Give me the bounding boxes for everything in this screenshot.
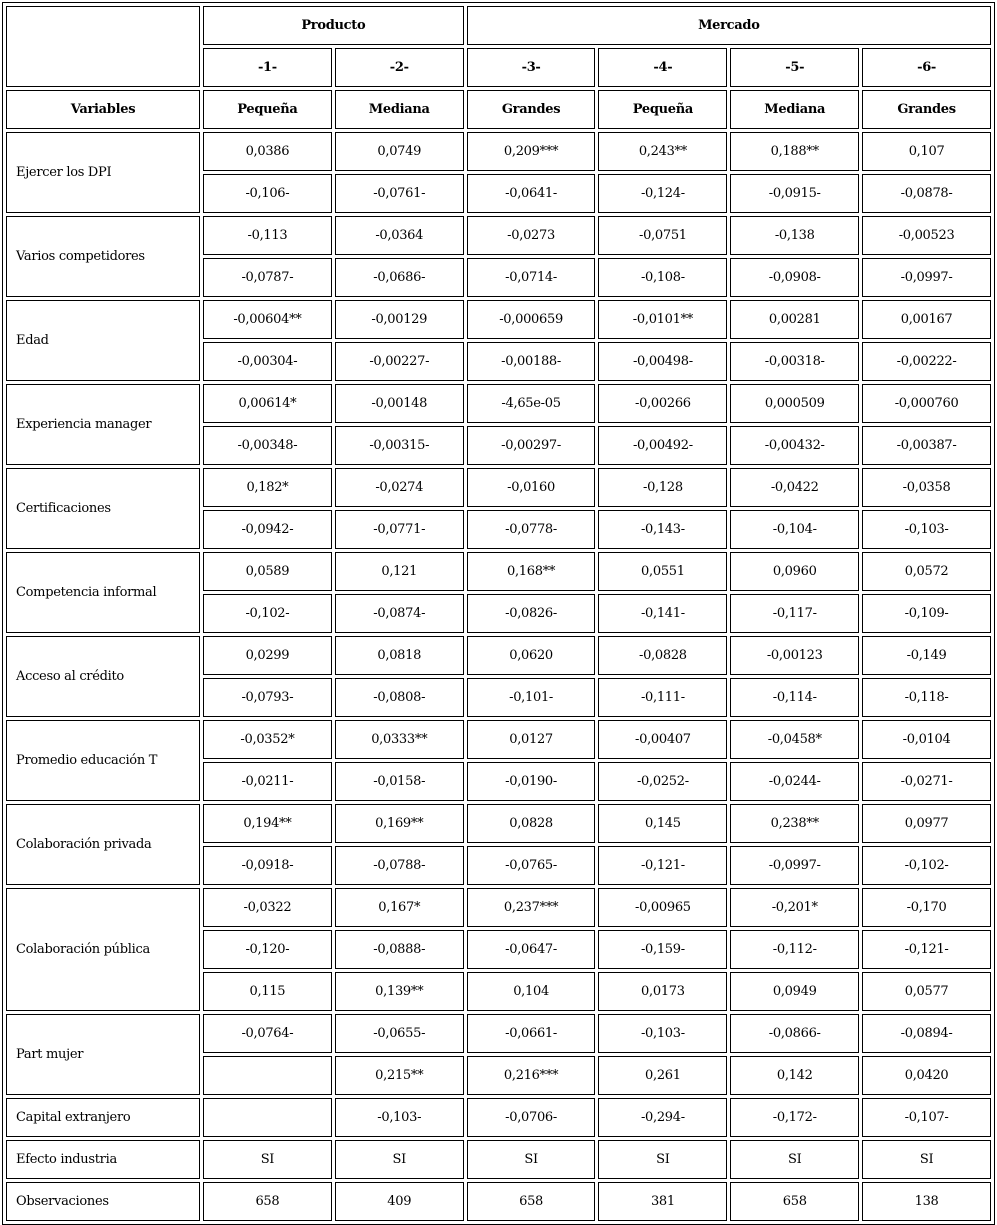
table-cell: -0,0211- — [203, 762, 332, 801]
table-cell: -0,172- — [730, 1098, 859, 1137]
table-cell: -0,0422 — [730, 468, 859, 507]
table-cell: SI — [730, 1140, 859, 1179]
table-cell: 0,238** — [730, 804, 859, 843]
variable-label: Certificaciones — [6, 468, 200, 549]
table-row — [6, 888, 991, 927]
table-cell: -0,0894- — [862, 1014, 991, 1053]
table-row — [6, 132, 991, 171]
table-cell: 0,194** — [203, 804, 332, 843]
table-cell: SI — [203, 1140, 332, 1179]
table-cell: -0,0828 — [598, 636, 727, 675]
table-row — [6, 468, 991, 507]
table-cell: -0,0751 — [598, 216, 727, 255]
corner-cell — [6, 6, 200, 87]
column-number: -4- — [598, 48, 727, 87]
table-cell: 0,0749 — [335, 132, 464, 171]
table-cell: 0,188** — [730, 132, 859, 171]
table-cell: 0,104 — [467, 972, 596, 1011]
table-cell: -0,0104 — [862, 720, 991, 759]
table-cell: -0,0826- — [467, 594, 596, 633]
variable-label: Edad — [6, 300, 200, 381]
table-cell: -0,0101** — [598, 300, 727, 339]
table-cell: -0,0997- — [730, 846, 859, 885]
table-cell: 0,0551 — [598, 552, 727, 591]
table-cell: -4,65e-05 — [467, 384, 596, 423]
table-cell: 658 — [467, 1182, 596, 1221]
table-row — [6, 1182, 991, 1221]
table-cell: 138 — [862, 1182, 991, 1221]
table-cell: 0,0828 — [467, 804, 596, 843]
table-cell: 0,00281 — [730, 300, 859, 339]
table-cell: -0,102- — [862, 846, 991, 885]
table-cell: -0,0190- — [467, 762, 596, 801]
column-size-header: Mediana — [730, 90, 859, 129]
table-cell — [203, 1098, 332, 1137]
table-cell: 0,0949 — [730, 972, 859, 1011]
variable-label: Colaboración privada — [6, 804, 200, 885]
table-cell: -0,00304- — [203, 342, 332, 381]
table-cell: -0,0878- — [862, 174, 991, 213]
table-cell — [203, 1056, 332, 1095]
table-cell: -0,0322 — [203, 888, 332, 927]
table-cell: -0,0915- — [730, 174, 859, 213]
table-cell: 0,168** — [467, 552, 596, 591]
table-cell: 0,115 — [203, 972, 332, 1011]
table-cell: 0,169** — [335, 804, 464, 843]
table-cell: -0,104- — [730, 510, 859, 549]
table-cell: -0,121- — [862, 930, 991, 969]
table-cell: -0,143- — [598, 510, 727, 549]
table-row — [6, 1140, 991, 1179]
table-row — [6, 384, 991, 423]
variable-label: Ejercer los DPI — [6, 132, 200, 213]
table-cell: -0,0942- — [203, 510, 332, 549]
table-row — [6, 1014, 991, 1053]
table-cell: -0,00188- — [467, 342, 596, 381]
table-cell: -0,0647- — [467, 930, 596, 969]
variable-label: Efecto industria — [6, 1140, 200, 1179]
table-cell: -0,0888- — [335, 930, 464, 969]
table-cell: -0,0641- — [467, 174, 596, 213]
table-cell: 0,0977 — [862, 804, 991, 843]
table-cell: -0,128 — [598, 468, 727, 507]
table-cell: -0,0364 — [335, 216, 464, 255]
table-cell: -0,159- — [598, 930, 727, 969]
table-cell: 0,139** — [335, 972, 464, 1011]
table-cell: -0,170 — [862, 888, 991, 927]
size-header-row — [6, 90, 991, 129]
table-cell: -0,00318- — [730, 342, 859, 381]
table-cell: -0,120- — [203, 930, 332, 969]
table-cell: -0,103- — [598, 1014, 727, 1053]
table-cell: -0,0358 — [862, 468, 991, 507]
table-cell: -0,0778- — [467, 510, 596, 549]
table-cell: -0,149 — [862, 636, 991, 675]
column-size-header: Pequeña — [598, 90, 727, 129]
table-cell: -0,0997- — [862, 258, 991, 297]
table-cell: 0,0173 — [598, 972, 727, 1011]
table-cell: -0,112- — [730, 930, 859, 969]
table-cell: -0,201* — [730, 888, 859, 927]
table-cell: 658 — [203, 1182, 332, 1221]
table-cell: 381 — [598, 1182, 727, 1221]
table-cell: 0,00614* — [203, 384, 332, 423]
table-row — [6, 216, 991, 255]
table-cell: -0,00129 — [335, 300, 464, 339]
table-cell: -0,0793- — [203, 678, 332, 717]
table-cell: -0,00523 — [862, 216, 991, 255]
table-cell: SI — [862, 1140, 991, 1179]
table-row — [6, 720, 991, 759]
variable-label: Acceso al crédito — [6, 636, 200, 717]
table-cell: -0,00965 — [598, 888, 727, 927]
table-cell: 0,0127 — [467, 720, 596, 759]
table-cell: SI — [335, 1140, 464, 1179]
table-cell: -0,0458* — [730, 720, 859, 759]
table-cell: -0,0808- — [335, 678, 464, 717]
table-cell: 0,0333** — [335, 720, 464, 759]
table-cell: -0,0273 — [467, 216, 596, 255]
column-size-header: Grandes — [467, 90, 596, 129]
table-cell: -0,108- — [598, 258, 727, 297]
table-cell: -0,294- — [598, 1098, 727, 1137]
table-cell: 0,216*** — [467, 1056, 596, 1095]
table-cell: 658 — [730, 1182, 859, 1221]
variable-label: Observaciones — [6, 1182, 200, 1221]
table-cell: -0,00407 — [598, 720, 727, 759]
table-cell: 0,142 — [730, 1056, 859, 1095]
table-cell: -0,00227- — [335, 342, 464, 381]
table-cell: -0,0714- — [467, 258, 596, 297]
table-cell: -0,00315- — [335, 426, 464, 465]
table-cell: -0,138 — [730, 216, 859, 255]
regression-table — [2, 2, 995, 1225]
table-cell: 0,167* — [335, 888, 464, 927]
table-cell: -0,00222- — [862, 342, 991, 381]
column-number: -5- — [730, 48, 859, 87]
table-cell: -0,114- — [730, 678, 859, 717]
variable-label: Varios competidores — [6, 216, 200, 297]
table-cell: 0,000509 — [730, 384, 859, 423]
table-cell: 0,0420 — [862, 1056, 991, 1095]
table-cell: 0,243** — [598, 132, 727, 171]
table-cell: 0,261 — [598, 1056, 727, 1095]
table-cell: 0,0620 — [467, 636, 596, 675]
table-cell: -0,00604** — [203, 300, 332, 339]
variable-label: Promedio educación T — [6, 720, 200, 801]
table-cell: -0,113 — [203, 216, 332, 255]
table-cell: -0,0274 — [335, 468, 464, 507]
group-header-row — [6, 6, 991, 45]
table-cell: -0,0160 — [467, 468, 596, 507]
table-cell: -0,0765- — [467, 846, 596, 885]
table-cell: 0,209*** — [467, 132, 596, 171]
table-cell: 409 — [335, 1182, 464, 1221]
table-cell: SI — [467, 1140, 596, 1179]
table-cell: 0,0577 — [862, 972, 991, 1011]
table-cell: -0,111- — [598, 678, 727, 717]
column-number: -2- — [335, 48, 464, 87]
table-cell: -0,0787- — [203, 258, 332, 297]
table-cell: -0,0908- — [730, 258, 859, 297]
variables-header: Variables — [6, 90, 200, 129]
table-cell: -0,0874- — [335, 594, 464, 633]
table-cell: -0,118- — [862, 678, 991, 717]
table-cell: 0,0589 — [203, 552, 332, 591]
variable-label: Competencia informal — [6, 552, 200, 633]
table-cell: 0,0572 — [862, 552, 991, 591]
table-cell: -0,121- — [598, 846, 727, 885]
table-cell: SI — [598, 1140, 727, 1179]
table-cell: 0,0818 — [335, 636, 464, 675]
table-cell: -0,000760 — [862, 384, 991, 423]
table-row — [6, 636, 991, 675]
column-number: -6- — [862, 48, 991, 87]
table-cell: 0,145 — [598, 804, 727, 843]
table-cell: -0,124- — [598, 174, 727, 213]
table-row — [6, 804, 991, 843]
table-cell: 0,00167 — [862, 300, 991, 339]
table-cell: -0,101- — [467, 678, 596, 717]
table-cell: -0,106- — [203, 174, 332, 213]
table-cell: -0,0788- — [335, 846, 464, 885]
table-cell: 0,215** — [335, 1056, 464, 1095]
table-cell: -0,103- — [335, 1098, 464, 1137]
table-cell: 0,121 — [335, 552, 464, 591]
table-cell: 0,237*** — [467, 888, 596, 927]
variable-label: Colaboración pública — [6, 888, 200, 1011]
table-cell: 0,0386 — [203, 132, 332, 171]
table-cell: -0,000659 — [467, 300, 596, 339]
table-cell: -0,0352* — [203, 720, 332, 759]
table-cell: -0,00492- — [598, 426, 727, 465]
table-cell: -0,0661- — [467, 1014, 596, 1053]
group-producto: Producto — [203, 6, 464, 45]
column-size-header: Pequeña — [203, 90, 332, 129]
table-cell: -0,00348- — [203, 426, 332, 465]
column-size-header: Grandes — [862, 90, 991, 129]
table-cell: 0,107 — [862, 132, 991, 171]
table-cell: -0,117- — [730, 594, 859, 633]
table-cell: -0,0686- — [335, 258, 464, 297]
variable-label: Part mujer — [6, 1014, 200, 1095]
table-cell: -0,0252- — [598, 762, 727, 801]
table-cell: -0,0244- — [730, 762, 859, 801]
table-row — [6, 1098, 991, 1137]
table-row — [6, 300, 991, 339]
table-cell: -0,0764- — [203, 1014, 332, 1053]
table-cell: -0,00123 — [730, 636, 859, 675]
table-cell: -0,0918- — [203, 846, 332, 885]
table-cell: -0,00148 — [335, 384, 464, 423]
table-cell: 0,0299 — [203, 636, 332, 675]
table-cell: -0,00266 — [598, 384, 727, 423]
table-cell: -0,103- — [862, 510, 991, 549]
variable-label: Capital extranjero — [6, 1098, 200, 1137]
table-cell: -0,0158- — [335, 762, 464, 801]
table-cell: -0,0866- — [730, 1014, 859, 1053]
table-cell: -0,107- — [862, 1098, 991, 1137]
table-cell: -0,141- — [598, 594, 727, 633]
column-size-header: Mediana — [335, 90, 464, 129]
table-cell: -0,0761- — [335, 174, 464, 213]
column-number: -1- — [203, 48, 332, 87]
table-cell: -0,0706- — [467, 1098, 596, 1137]
table-row — [6, 552, 991, 591]
table-cell: -0,102- — [203, 594, 332, 633]
table-cell: 0,0960 — [730, 552, 859, 591]
table-cell: -0,0271- — [862, 762, 991, 801]
table-cell: -0,00498- — [598, 342, 727, 381]
table-cell: 0,182* — [203, 468, 332, 507]
group-mercado: Mercado — [467, 6, 991, 45]
table-cell: -0,00432- — [730, 426, 859, 465]
table-cell: -0,00387- — [862, 426, 991, 465]
table-cell: -0,109- — [862, 594, 991, 633]
table-cell: -0,0771- — [335, 510, 464, 549]
table-cell: -0,00297- — [467, 426, 596, 465]
table-cell: -0,0655- — [335, 1014, 464, 1053]
variable-label: Experiencia manager — [6, 384, 200, 465]
column-number: -3- — [467, 48, 596, 87]
